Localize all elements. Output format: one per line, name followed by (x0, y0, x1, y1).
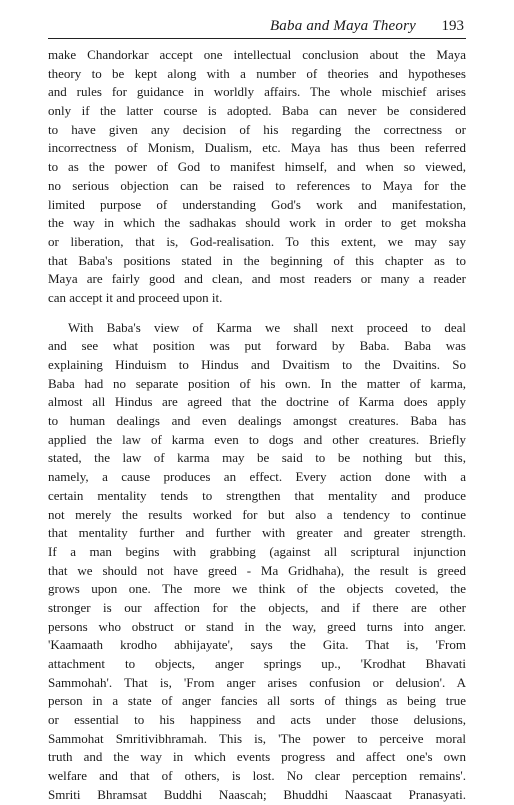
text-line: attachment to objects, anger springs up., 'Krodhat Bhavati (48, 656, 466, 671)
paragraph-1 (48, 46, 466, 308)
text-line: person in a state of anger fancies all sorts of things as being true (48, 693, 466, 709)
text-line: to have given any decision of his regarding the correctness or (48, 121, 466, 137)
text-line: to as the power of God to manifest himself, and when so viewed, (48, 159, 466, 175)
text-line: persons who obstruct or stand in the way, greed turns into anger. (48, 618, 466, 634)
text-line: that we should not have greed - Ma Gridhaha), the result is greed (48, 562, 466, 578)
text-line: that mentality further and further with greater and greater strength. (48, 525, 466, 541)
text-line: Baba had no separate position of his own. In the matter of karma, (48, 375, 466, 391)
text-line: to human dealings and even dealings amongst creatures. Baba has (48, 413, 466, 429)
text-line: namely, a cause produces an effect. Every action done with a (48, 469, 466, 485)
page-number: 193 (441, 18, 464, 34)
paragraph-spacer (48, 308, 466, 319)
text-line: stated, the law of karma may be said to be nothing but this, (48, 450, 466, 466)
text-line: If a man begins with grabbing (against all scriptural injunction (48, 543, 466, 559)
text-line: Maya are fairly good and clean, and most readers or many a reader (48, 271, 466, 287)
text-line: the way in which the sadhakas should work in order to get moksha (48, 215, 466, 231)
text-line: can accept it and proceed upon it. (48, 289, 223, 305)
text-line: certain mentality tends to strengthen that mentality and produce (48, 487, 466, 503)
paragraph-2 (48, 319, 466, 805)
text-line: that Baba's positions stated in the beginning of this chapter as to (48, 252, 466, 268)
text-line: limited purpose of understanding God's work and manifestation, (48, 196, 466, 212)
text-line: truth and the way in which events progress and affect one's own (48, 749, 466, 765)
text-line: applied the law of karma even to dogs and other creatures. Briefly (48, 431, 466, 447)
text-line: not merely the results worked for but also a tendency to continue (48, 506, 466, 522)
text-line: only if the latter course is adopted. Baba can never be considered (48, 103, 466, 119)
text-line: incorrectness of Monism, Dualism, etc. Maya has thus been referred (48, 140, 466, 156)
text-line: and rules for guidance in worldly affairs. The whole mischief arises (48, 84, 466, 100)
text-line: 'Kaamaath krodho abhijayate', says the Gita. That is, 'From (48, 637, 466, 653)
text-line: Smriti Bhramsat Buddhi Naascah; Bhuddhi Naascaat Pranasyati. (48, 786, 466, 802)
text-line: Sammohat Smritivibhramah. This is, 'The power to perceive moral (48, 730, 466, 746)
text-line: almost all Hindus are agreed that the doctrine of Karma does apply (48, 394, 466, 410)
text-line: no serious objection can be raised to references to Maya for the (48, 177, 466, 193)
text-line: and see what position was put forward by Baba. Baba was (48, 338, 466, 354)
text-line: With Baba's view of Karma we shall next proceed to deal (68, 319, 466, 335)
body-text (48, 46, 466, 805)
text-line: welfare and that of others, is lost. No clear perception remains'. (48, 768, 466, 784)
text-line: or essential to his happiness and acts under those delusions, (48, 712, 466, 728)
text-line: stronger is our affection for the objects, and if there are other (48, 599, 466, 615)
page-header (48, 12, 466, 39)
text-line: theory to be kept along with a number of theories and hypotheses (48, 65, 466, 81)
running-head: Baba and Maya Theory (269, 18, 416, 34)
text-line: Sammohah'. That is, 'From anger arises confusion or delusion'. A (48, 674, 466, 690)
text-line: grows upon one. The more we think of the objects coveted, the (48, 581, 466, 597)
text-line: or liberation, that is, God-realisation. To this extent, we may say (48, 233, 466, 249)
text-line: make Chandorkar accept one intellectual conclusion about the Maya (48, 47, 466, 62)
text-line: explaining Hinduism to Hindus and Dvaitism to the Dvaitins. So (48, 357, 466, 372)
